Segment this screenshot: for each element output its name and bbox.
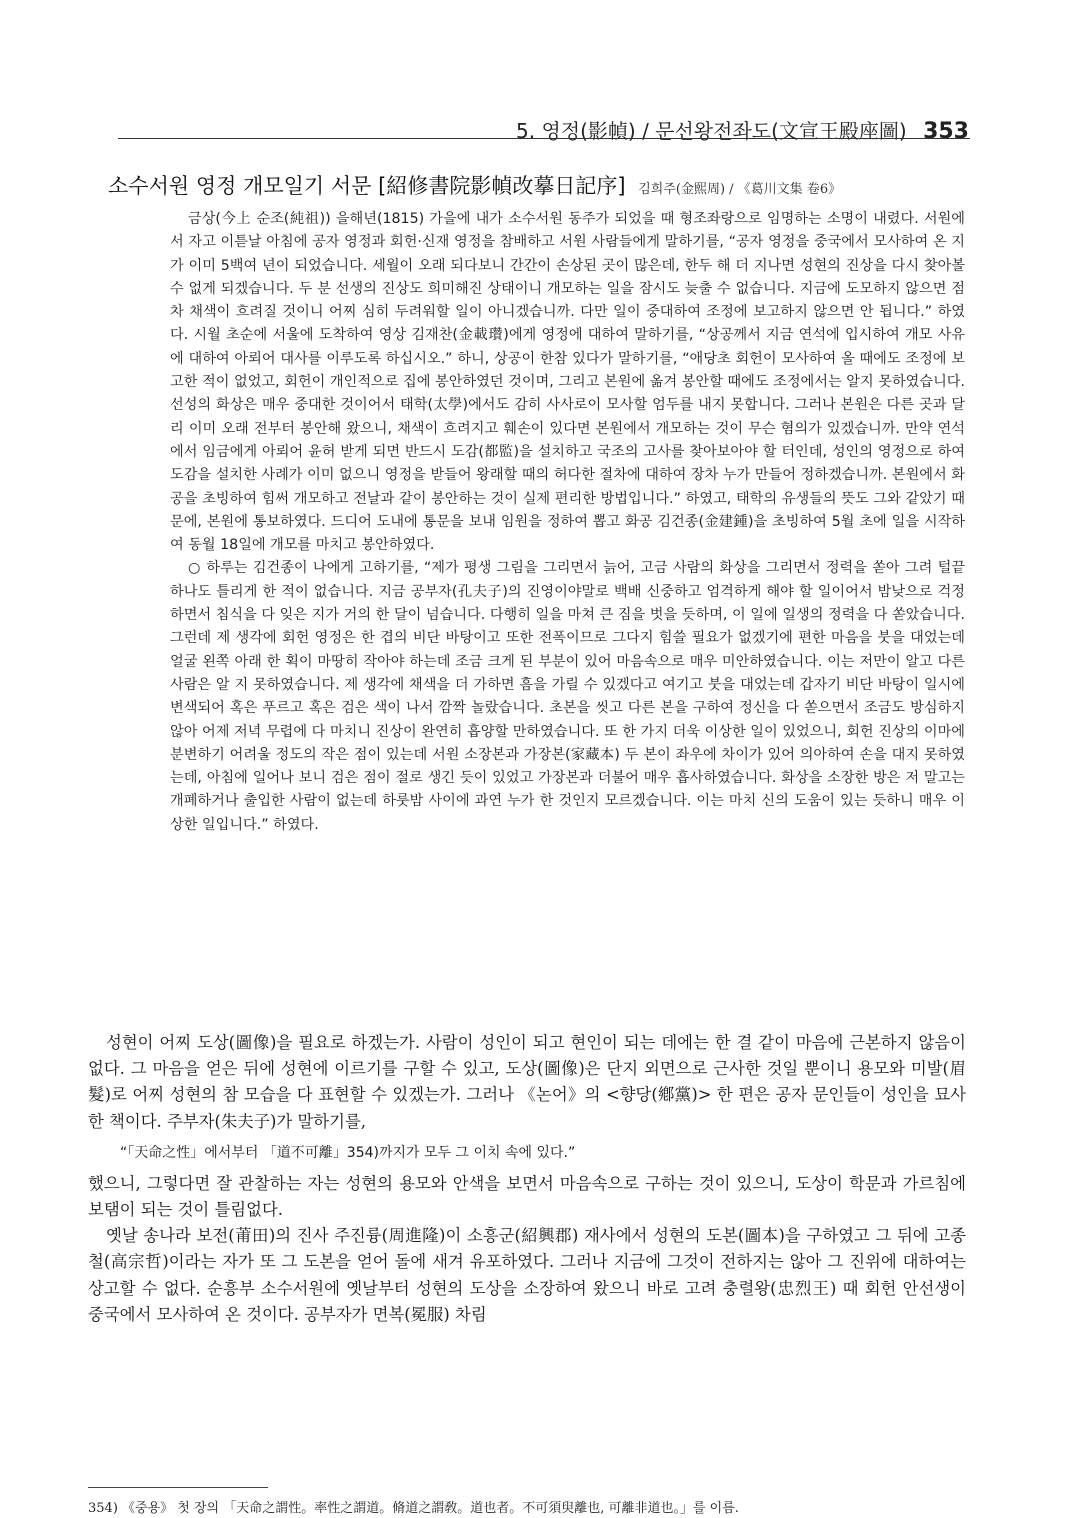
- body-paragraph: 했으니, 그렇다면 잘 관찰하는 자는 성현의 용모와 안색을 보면서 마음속으로 구하는 것이 있으니, 도상이 학문과 가르침에 보탬이 되는 것이 틀림없다.: [88, 1173, 966, 1220]
- quote-paragraph: ○ 하루는 김건종이 나에게 고하기를, “제가 평생 그림을 그리면서 늙어, 고금 사람의 화상을 그리면서 정력을 쏟아 그려 털끝 하나도 틀리게 한 적이 없습니다. 지금 공부자(孔夫子)의 진영이야말로 백배 신중하고 엄격하게 해야 할 일이어서 밤낮으로 걱정하면서 침식을 다 잊은 지가 거의 한 달이 넘습니다. 다행히 일을 마쳐 큰 짐을 벗을 듯하며, 이 일에 일생의 정력을 다 쏟았습니다. 그런데 제 생각에 회헌 영정은 한 겹의 비단 바탕이고 또한 전폭이므로 그다지 힘쓸 필요가 없겠기에 편한 마음을 붓을 대었는데 얼굴 왼쪽 아래 한 획이 마땅히 작아야 하는데 조금 크게 된 부분이 있어 마음속으로 매우 미안하였습니다. 이는 저만이 알고 다른 사람은 알 지 못하였습니다. 제 생각에 채색을 더 가하면 흠을 가릴 수 있겠다고 여기고 붓을 대었는데 갑자기 비단 바탕이 일시에 변색되어 혹은 푸르고 혹은 검은 색이 나서 깜짝 놀랐습니다. 초본을 씻고 다른 본을 구하여 정신을 다 쏟으면서 조금도 방심하지 않아 어제 저녁 무렵에 다 마치니 진상이 완연히 흡양할 만하였습니다. 또 한 가지 더욱 이상한 일이 있었으니, 회헌 진상의 이마에 분변하기 어려울 정도의 작은 점이 있는데 서원 소장본과 가장본(家藏本) 두 본이 좌우에 차이가 있어 의아하여 손을 대지 못하였는데, 아침에 일어나 보니 검은 점이 절로 생긴 듯이 있었고 가장본과 더불어 매우 흡사하였습니다. 화상을 소장한 방은 저 말고는 개폐하거나 출입한 사람이 없는데 하룻밤 사이에 과연 누가 한 것인지 모르겠습니다. 이는 마치 신의 도움이 있는 듯하니 매우 이상한 일입니다.” 하였다.: [170, 560, 965, 833]
- running-title: 5. 영정(影幀) / 문선왕전좌도(文宣王殿座圖): [516, 119, 907, 143]
- section-source: 김희주(金熙周) / 《葛川文集 卷6》: [638, 182, 842, 197]
- section-title: 소수서원 영정 개모일기 서문 [紹修書院影幀改摹日記序]: [108, 174, 626, 198]
- quoted-text-block: [170, 208, 965, 837]
- main-body-text: [88, 1030, 966, 1328]
- page-number: 353: [923, 119, 969, 144]
- footnote: 354) 《중용》 첫 장의 「天命之謂性。率性之謂道。脩道之謂敎。道也者。不可須臾離也, 可離非道也。」를 이름.: [88, 1501, 739, 1516]
- inline-quote: “「天命之性」에서부터 「道不可離」354)까지가 모두 그 이치 속에 있다.”: [120, 1144, 576, 1161]
- body-paragraph: 옛날 송나라 보전(莆田)의 진사 주진륭(周進隆)이 소흥군(紹興郡) 재사에서 성현의 도본(圖本)을 구하였고 그 뒤에 고종철(高宗哲)이라는 자가 또 그 도본을 얻어 돌에 새겨 유포하였다. 그러나 지금에 그것이 전하지는 않아 그 진위에 대하여는 상고할 수 없다. 순흥부 소수서원에 옛날부터 성현의 도상을 소장하여 왔으니 바로 고려 충렬왕(忠烈王) 때 회헌 안선생이 중국에서 모사하여 온 것이다. 공부자가 면복(冕服) 차림: [88, 1226, 966, 1324]
- footnote-rule: [88, 1487, 268, 1488]
- running-header: [516, 115, 969, 144]
- quote-paragraph: 금상(今上 순조(純祖)) 을해년(1815) 가을에 내가 소수서원 동주가 되었을 때 형조좌랑으로 임명하는 소명이 내렸다. 서원에서 자고 이튿날 아침에 공자 영정과 회헌·신재 영정을 참배하고 서원 사람들에게 말하기를, “공자 영정을 중국에서 모사하여 온 지가 이미 5백여 년이 되었습니다. 세월이 오래 되다보니 간간이 손상된 곳이 많은데, 한두 해 더 지나면 성현의 진상을 다시 찾아볼 수 없게 되겠습니다. 두 분 선생의 진상도 희미해진 상태이니 개모하는 일을 잠시도 늦출 수 없습니다. 지금에 도모하지 않으면 점차 채색이 흐려질 것이니 어찌 심히 두려워할 일이 아니겠습니까. 다만 일이 중대하여 조정에 보고하지 않으면 안 됩니다.” 하였다. 시월 초순에 서울에 도착하여 영상 김재찬(金載瓚)에게 영정에 대하여 말하기를, “상공께서 지금 연석에 입시하여 개모 사유에 대하여 아뢰어 대사를 이루도록 하십시오.” 하니, 상공이 한참 있다가 말하기를, “애당초 회헌이 모사하여 올 때에도 조정에 보고한 적이 없었고, 회헌이 개인적으로 집에 봉안하였던 것이며, 그리고 본원에 옮겨 봉안할 때에도 조정에서는 알지 못하였습니다. 선성의 화상은 매우 중대한 것이어서 태학(太學)에서도 감히 사사로이 모사할 엄두를 내지 못합니다. 그러나 본원은 다른 곳과 달리 이미 오래 전부터 봉안해 왔으니, 채색이 흐려지고 훼손이 있다면 본원에서 개모하는 것이 무슨 혐의가 있겠습니까. 만약 연석에서 임금에게 아뢰어 윤허 받게 되면 반드시 도감(都監)을 설치하고 국조의 고사를 찾아보아야 할 터인데, 성인의 영정으로 하여 도감을 설치한 사례가 이미 없으니 영정을 받들어 왕래할 때의 허다한 절차에 대하여 장차 누가 만들어 정하겠습니까. 본원에서 화공을 초빙하여 힘써 개모하고 전날과 같이 봉안하는 것이 실제 편리한 방법입니다.” 하였고, 태학의 유생들의 뜻도 그와 같았기 때문에, 본원에 통보하였다. 드디어 도내에 통문을 보내 임원을 정하여 뽑고 화공 김건종(金建鍾)을 초빙하여 5월 초에 일을 시작하여 동월 18일에 개모를 마치고 봉안하였다.: [170, 211, 965, 554]
- header-rule: [118, 138, 970, 139]
- section-heading: [108, 170, 978, 200]
- body-paragraph: 성현이 어찌 도상(圖像)을 필요로 하겠는가. 사람이 성인이 되고 현인이 되는 데에는 한 결 같이 마음에 근본하지 않음이 없다. 그 마음을 얻은 뒤에 성현에 이르기를 구할 수 있고, 도상(圖像)은 단지 외면으로 근사한 것일 뿐이니 용모와 미발(眉髮)로 어찌 성현의 참 모습을 다 표현할 수 있겠는가. 그러나 《논어》의 <향당(鄕黨)> 한 편은 공자 문인들이 성인을 묘사한 책이다. 주부자(朱夫子)가 말하기를,: [88, 1033, 966, 1131]
